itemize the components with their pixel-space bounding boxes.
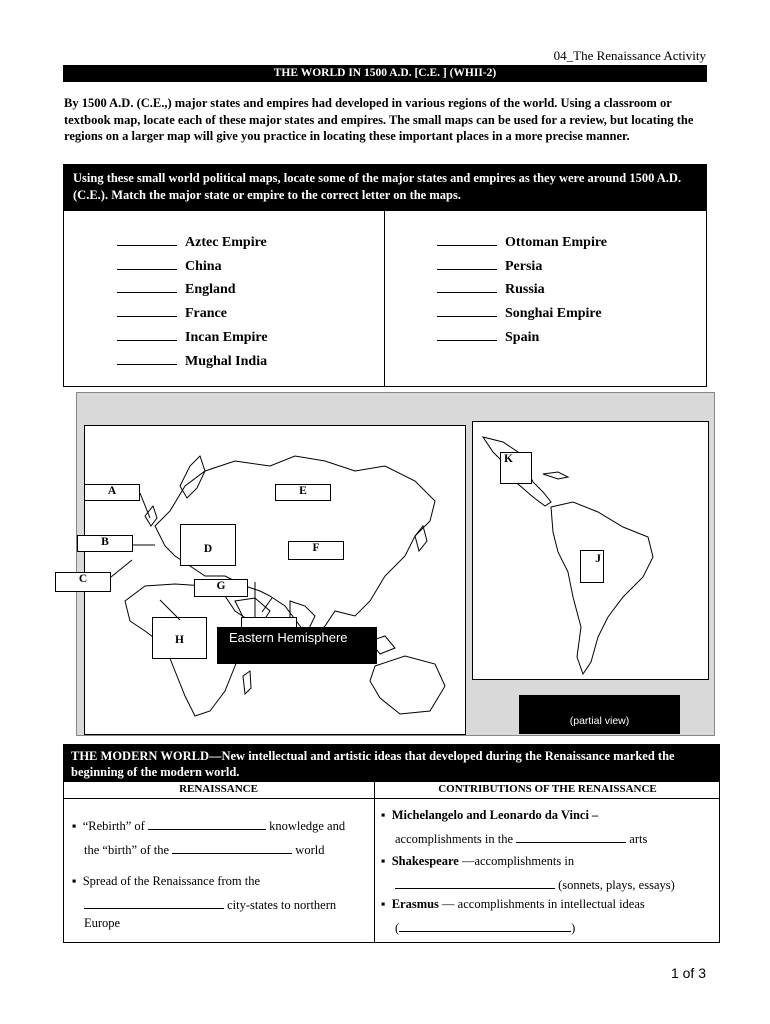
map-letter-a: A (84, 484, 140, 501)
arrow-h (160, 600, 180, 620)
eastern-hemisphere-label: Eastern Hemisphere (217, 627, 377, 664)
contribution-erasmus: ▪ Erasmus — accomplishments in intellectual ideas ( ) (381, 897, 645, 935)
match-item[interactable]: Mughal India (117, 352, 267, 370)
arrow-a (140, 493, 150, 518)
col-header-contributions: CONTRIBUTIONS OF THE RENAISSANCE (438, 783, 657, 795)
instructions-bar: Using these small world political maps, locate some of the major states and empires as they were around 1500 A.D. (C.E.). Match the major state or empire to the correct letter on the maps. (63, 164, 707, 210)
answer-blank[interactable] (395, 876, 555, 889)
modern-world-text: —New intellectual and artistic ideas that developed during the Renaissance marked the beginning of the modern world. (71, 749, 675, 779)
match-item[interactable]: Persia (437, 257, 542, 275)
map-letter-b: B (77, 535, 133, 552)
partial-view-label: (partial view) (519, 695, 680, 734)
match-item[interactable]: China (117, 257, 222, 275)
renaissance-bullet-2: ▪ Spread of the Renaissance from the city-states to northern (72, 874, 337, 912)
answer-blank[interactable] (399, 919, 571, 932)
answer-blank[interactable] (172, 841, 292, 854)
match-item[interactable]: Songhai Empire (437, 304, 602, 322)
answer-blank[interactable] (148, 817, 266, 830)
map-letter-c: C (55, 572, 111, 592)
arrow-i2 (262, 598, 272, 612)
map-letter-j: J (580, 550, 604, 583)
col-header-renaissance: RENAISSANCE (179, 783, 258, 795)
renaissance-bullet-2-end: Europe (84, 916, 121, 930)
map-letter-f: F (288, 541, 344, 560)
match-item[interactable]: Incan Empire (117, 328, 268, 346)
table-divider (374, 781, 375, 943)
arrow-c (111, 560, 132, 577)
map-letter-g: G (194, 579, 248, 597)
title-bar: THE WORLD IN 1500 A.D. [C.E. ] (WHII-2) (63, 65, 707, 82)
match-item[interactable]: Aztec Empire (117, 233, 267, 251)
map-letter-k: K (500, 452, 532, 484)
contribution-michelangelo: ▪ Michelangelo and Leonardo da Vinci – accomplishments in the arts (381, 808, 648, 846)
map-letter-d: D (180, 524, 236, 566)
match-item[interactable]: France (117, 304, 227, 322)
match-item[interactable]: England (117, 280, 236, 298)
page-number: 1 of 3 (670, 965, 706, 981)
match-item[interactable]: Spain (437, 328, 539, 346)
answer-blank[interactable] (84, 896, 224, 909)
modern-world-bar (63, 744, 720, 781)
map-letter-e: E (275, 484, 331, 501)
map-letter-h: H (152, 617, 207, 659)
intro-paragraph: By 1500 A.D. (C.E.,) major states and empires had developed in various regions of the world. Using a classroom or textbook map, locate each of these major states and empires. The small maps can be used for a review, but locating the regions on a larger map will give you practice in locating these important places in a more precise manner. (64, 96, 694, 143)
contribution-shakespeare: ▪ Shakespeare —accomplishments in (sonnets, plays, essays) (381, 854, 675, 892)
modern-world-title: THE MODERN WORLD (71, 749, 209, 763)
answer-blank[interactable] (516, 830, 626, 843)
renaissance-bullet-1: ▪ “Rebirth” of knowledge and the “birth” of the world (72, 819, 346, 857)
match-item[interactable]: Russia (437, 280, 545, 298)
table-header-line (63, 798, 720, 799)
activity-header: 04_The Renaissance Activity (553, 48, 706, 63)
match-item[interactable]: Ottoman Empire (437, 233, 607, 251)
